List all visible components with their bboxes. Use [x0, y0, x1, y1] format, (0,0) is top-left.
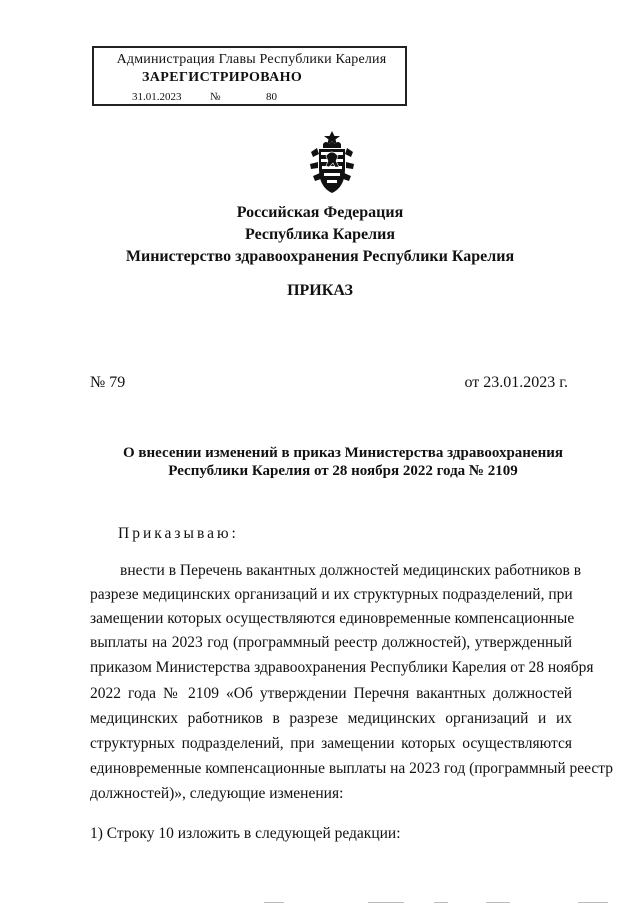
scan-artifact [434, 902, 448, 903]
body-line: выплаты на 2023 год (программный реестр должностей), утвержденный [90, 634, 572, 651]
stamp-authority: Администрация Главы Республики Карелия [116, 52, 387, 67]
order-date: от 23.01.2023 г. [464, 374, 568, 391]
country-name: Российская Федерация [236, 204, 404, 221]
body-line: 2022 года № 2109 «Об утверждении Перечня вакантных должностей [90, 685, 572, 702]
body-line: внести в Перечень вакантных должностей медицинских работников в [120, 562, 582, 579]
registration-stamp [92, 46, 407, 106]
body-line: замещении которых осуществляются единовременные компенсационные [90, 610, 575, 627]
document-type: ПРИКАЗ [287, 282, 353, 299]
scan-artifact [486, 902, 510, 903]
body-line: единовременные компенсационные выплаты на 2023 год (программный реестр [90, 760, 614, 777]
stamp-number: 80 [266, 91, 277, 103]
order-subject-line2: Республики Карелия от 28 ноября 2022 года № 2109 [168, 463, 518, 479]
stamp-registered-label: ЗАРЕГИСТРИРОВАНО [142, 70, 303, 85]
scan-artifact [368, 902, 404, 903]
body-line: разрезе медицинских организаций и их структурных подразделений, при [90, 586, 573, 603]
body-line: медицинских работников в разрезе медицинских организаций и их [90, 710, 572, 727]
body-line: структурных подразделений, при замещении которых осуществляются [90, 735, 572, 752]
stamp-underline [130, 104, 294, 105]
amendment-item-1: 1) Строку 10 изложить в следующей редакции: [90, 825, 401, 842]
scan-artifact [578, 902, 608, 903]
coat-of-arms-icon [307, 130, 357, 194]
stamp-date: 31.01.2023 [132, 91, 182, 103]
body-line: должностей)», следующие изменения: [90, 785, 344, 802]
order-subject-line1: О внесении изменений в приказ Министерства здравоохранения [122, 445, 563, 461]
body-line: приказом Министерства здравоохранения Республики Карелия от 28 ноября [90, 659, 594, 676]
stamp-number-sign: № [210, 91, 221, 103]
scan-artifact [264, 902, 284, 903]
republic-name: Республика Карелия [245, 226, 395, 243]
order-number: № 79 [90, 374, 126, 391]
decree-word: Приказываю: [118, 525, 239, 542]
ministry-name: Министерство здравоохранения Республики Карелия [125, 248, 515, 265]
